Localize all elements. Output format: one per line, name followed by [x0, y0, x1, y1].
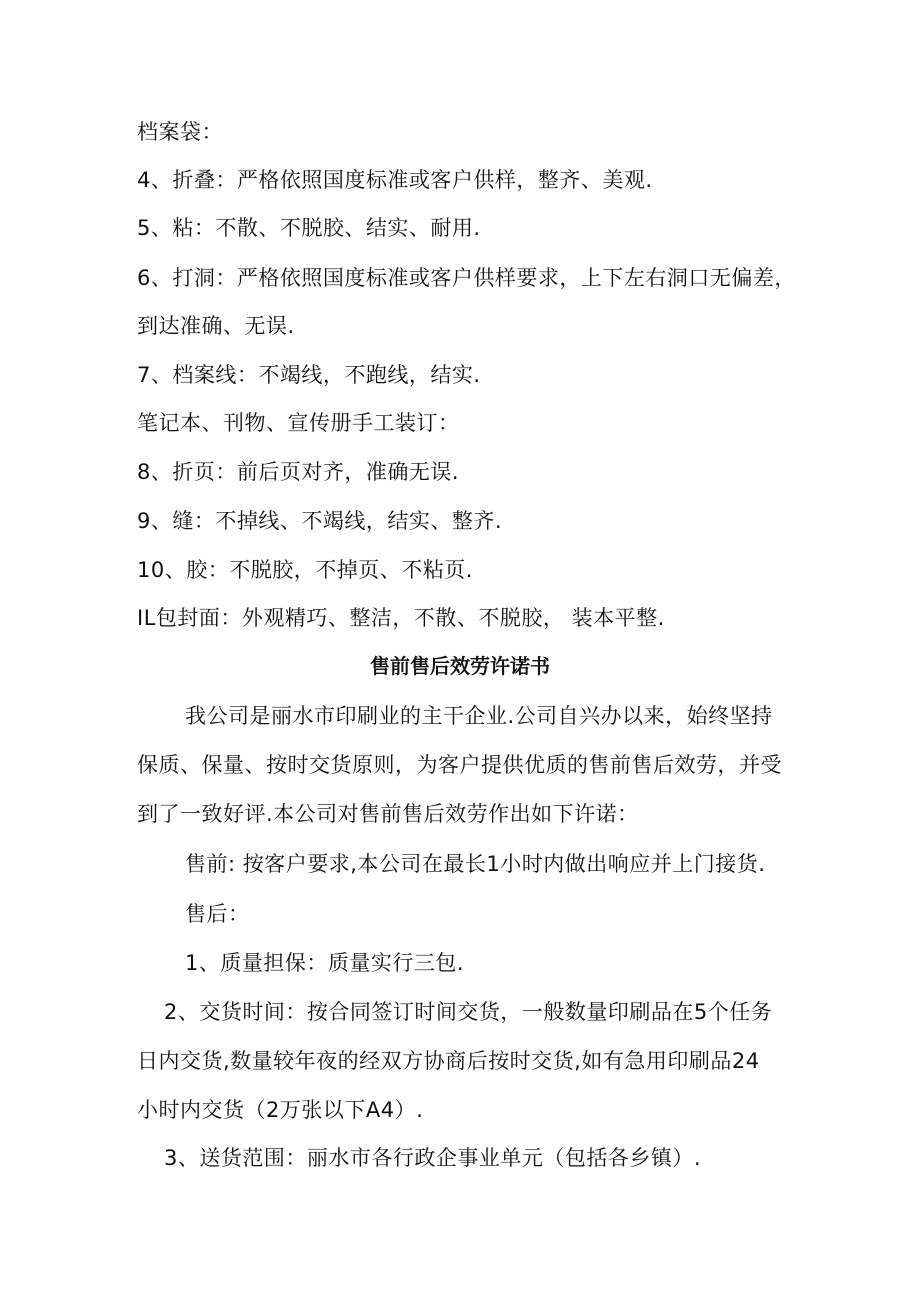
text-line: 8、折页：前后页对齐，准确无误.	[137, 460, 460, 484]
text-line: 档案袋：	[137, 120, 223, 144]
paragraph-line: 1、质量担保：质量实行三包.	[185, 951, 465, 975]
text-line: 笔记本、刊物、宣传册手工装订：	[137, 411, 460, 435]
paragraph-line: 到了一致好评.本公司对售前售后效劳作出如下许诺：	[137, 802, 639, 826]
text-line: 4、折叠：严格依照国度标准或客户供样，整齐、美观.	[137, 168, 653, 192]
text-line: 6、打洞：严格依照国度标准或客户供样要求，上下左右洞口无偏差，	[137, 266, 796, 290]
paragraph-line: 3、送货范围：丽水市各行政企事业单元（包括各乡镇）.	[164, 1146, 702, 1170]
paragraph-line: 售前: 按客户要求,本公司在最长1小时内做出响应并上门接货.	[185, 852, 766, 876]
paragraph-line: 日内交货,数量较年夜的经双方协商后按时交货,如有急用印刷品24	[137, 1049, 760, 1073]
text-line: 10、胶：不脱胶，不掉页、不粘页.	[137, 558, 473, 582]
paragraph-line: 售后：	[185, 902, 250, 926]
paragraph-line: 2、交货时间：按合同签订时间交货，一般数量印刷品在5个任务	[164, 1000, 773, 1024]
text-line: 到达准确、无误.	[137, 314, 295, 338]
text-line: 7、档案线：不竭线，不跑线，结实.	[137, 363, 481, 387]
paragraph-line: 我公司是丽水市印刷业的主干企业.公司自兴办以来，始终坚持	[185, 704, 773, 728]
text-line: 9、缝：不掉线、不竭线，结实、整齐.	[137, 509, 503, 533]
section-title: 售前售后效劳许诺书	[370, 654, 550, 678]
text-line: IL包封面：外观精巧、整洁，不散、不脱胶， 装本平整.	[137, 606, 665, 630]
paragraph-line: 保质、保量、按时交货原则，为客户提供优质的售前售后效劳，并受	[137, 753, 782, 777]
text-line: 5、粘：不散、不脱胶、结实、耐用.	[137, 216, 481, 240]
paragraph-line: 小时内交货（2万张以下A4）.	[137, 1098, 424, 1122]
